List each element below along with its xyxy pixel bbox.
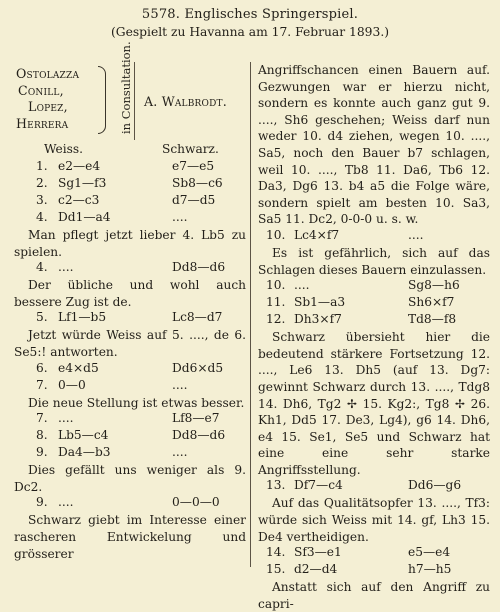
- move-number: 8.: [36, 428, 48, 443]
- game-subtitle: (Gespielt zu Havanna am 17. Februar 1893.): [110, 25, 390, 39]
- white-move: ....: [58, 260, 74, 275]
- curly-brace: [98, 66, 106, 134]
- move-row: [258, 478, 490, 495]
- white-player-name: Conill,: [18, 82, 64, 98]
- black-move: Dd6—g6: [408, 478, 462, 493]
- move-row: [258, 312, 490, 329]
- white-move: Sf3—e1: [294, 545, 342, 560]
- move-row: [14, 411, 246, 428]
- black-move: Sg8—h6: [408, 278, 460, 293]
- white-move: ....: [294, 278, 310, 293]
- move-row: [258, 562, 490, 579]
- white-move: Lf1—b5: [58, 310, 107, 325]
- commentary: Man pflegt jetzt lieber 4. Lb5 zu spielen.: [14, 228, 246, 259]
- black-move: Lc8—d7: [172, 310, 223, 325]
- move-row: [14, 445, 246, 462]
- move-number: 9.: [36, 445, 48, 460]
- move-number: 15.: [266, 562, 286, 577]
- move-number: 6.: [36, 360, 48, 375]
- commentary: Anstatt sich auf den Angriff zu capri-: [258, 580, 490, 611]
- commentary: Angriffschancen einen Bauern auf. Gezwungen war er hierzu nicht, sondern es konnte auch ganz gut 9. ...., Sh6 geschehen; Weiss darf nun weder 10. d4 ziehen, wegen 10. ...., Sa5, noch den Bauer b7 schlagen, weil 10. ...., Tb8 11. Da6, Tb6 12. Da3, Dg6 13. b4 a5 die Folge wäre, sondern spielt am besten 10. Sa3, Sa5 11. Dc2, 0-0-0 u. s. w.: [258, 63, 490, 227]
- white-move: Lc4×f7: [294, 227, 340, 242]
- move-number: 11.: [266, 295, 286, 310]
- black-move: ....: [172, 377, 188, 392]
- black-move: Td8—f8: [408, 312, 457, 327]
- black-heading: Schwarz.: [162, 142, 219, 156]
- white-move: Dh3×f7: [294, 312, 342, 327]
- white-move: Da4—b3: [58, 445, 111, 460]
- move-row: [14, 176, 246, 193]
- black-move: Sb8—c6: [172, 176, 223, 190]
- move-number: 14.: [266, 545, 286, 560]
- move-row: [14, 193, 246, 210]
- white-player-name: Lopez,: [28, 99, 68, 114]
- move-row: [14, 378, 246, 395]
- black-move: h7—h5: [408, 562, 452, 577]
- black-move: ....: [408, 227, 424, 242]
- move-number: 4.: [36, 210, 48, 224]
- white-move: ....: [58, 411, 74, 426]
- move-number: 5.: [36, 310, 48, 325]
- column-divider: [250, 62, 251, 567]
- move-row: [258, 228, 490, 245]
- commentary: Schwarz übersieht hier die bedeutend stärkere Fortsetzung 12. ...., Le6 13. Dh5 (auf 13. Dg7: gewinnt Schwarz durch 13. ...., Tdg8 14. Dh6, Tg2 ✢ 15. Kg2:, Tg8 ✢ 26. Kh1, Dd5 17. De3, Lg4), g6 14. Dh6, e4 15. Se1, Se5 und Schwarz hat eine eine sehr starke Angriffsstellung.: [258, 330, 490, 477]
- commentary: Schwarz giebt im Interesse einer rascheren Entwickelung und grösserer: [14, 513, 246, 561]
- white-move: Dd1—a4: [58, 210, 111, 224]
- white-move: Sg1—f3: [58, 176, 107, 190]
- move-number: 3.: [36, 193, 48, 207]
- white-move: Lb5—c4: [58, 428, 109, 443]
- commentary: Dies gefällt uns weniger als 9. Dc2.: [14, 463, 246, 494]
- move-row: [14, 361, 246, 378]
- right-column: [258, 62, 490, 612]
- white-player-name: Herrera: [16, 115, 69, 131]
- black-move: Dd8—d6: [172, 260, 226, 275]
- commentary: Jetzt würde Weiss auf 5. ...., de 6. Se5:! antworten.: [14, 328, 246, 359]
- black-move: Dd6×d5: [172, 360, 224, 375]
- move-row: [258, 545, 490, 562]
- white-move: e4×d5: [58, 360, 99, 375]
- move-number: 10.: [266, 278, 286, 293]
- commentary: Es ist gefährlich, sich auf das Schlagen dieses Bauern einzulassen.: [258, 245, 490, 277]
- left-column: [14, 41, 246, 562]
- white-move: ....: [58, 495, 74, 510]
- game-title: 5578. Englisches Springerspiel.: [141, 7, 359, 22]
- move-number: 7.: [36, 411, 48, 426]
- commentary: Auf das Qualitätsopfer 13. ...., Tf3: würde sich Weiss mit 14. gf, Lh3 15. De4 vertheidigen.: [258, 496, 490, 544]
- move-row: [14, 210, 246, 227]
- page-header: [0, 7, 500, 39]
- column-headings: [14, 142, 246, 159]
- black-move: ....: [172, 210, 188, 224]
- move-number: 7.: [36, 377, 48, 392]
- move-number: 10.: [266, 227, 286, 242]
- white-players: [16, 66, 79, 132]
- move-number: 9.: [36, 495, 48, 510]
- move-number: 4.: [36, 260, 48, 275]
- move-row: [14, 428, 246, 445]
- left-body: [14, 159, 246, 562]
- black-move: d7—d5: [172, 193, 216, 207]
- white-move: 0—0: [58, 377, 86, 392]
- white-player-name: Ostolazza: [16, 66, 80, 81]
- white-heading: Weiss.: [44, 142, 84, 156]
- move-number: 12.: [266, 312, 286, 327]
- move-row: [258, 295, 490, 312]
- move-row: [14, 495, 246, 512]
- white-move: e2—e4: [58, 159, 101, 173]
- commentary: Der übliche und wohl auch bessere Zug ist de.: [14, 278, 246, 309]
- black-move: ....: [172, 445, 188, 460]
- players-divider: [134, 62, 135, 140]
- white-move: c2—c3: [58, 193, 100, 207]
- black-move: Dd8—d6: [172, 428, 226, 443]
- black-player-name: A. Walbrodt.: [144, 94, 227, 109]
- players-block: [14, 41, 246, 142]
- move-row: [258, 278, 490, 295]
- consultation-label: in Consultation.: [119, 41, 133, 134]
- move-number: 2.: [36, 176, 48, 190]
- black-move: e5—e4: [408, 545, 451, 560]
- white-move: Df7—c4: [294, 478, 343, 493]
- white-move: d2—d4: [294, 562, 338, 577]
- white-move: Sb1—a3: [294, 295, 346, 310]
- black-move: Lf8—e7: [172, 411, 220, 426]
- move-row: [14, 260, 246, 277]
- black-move: 0—0—0: [172, 495, 220, 510]
- move-row: [14, 310, 246, 327]
- right-body: [258, 62, 490, 612]
- black-move: Sh6×f7: [408, 295, 455, 310]
- move-number: 1.: [36, 159, 48, 173]
- commentary: Die neue Stellung ist etwas besser.: [28, 395, 245, 410]
- move-number: 13.: [266, 478, 286, 493]
- move-row: [14, 159, 246, 176]
- black-move: e7—e5: [172, 159, 215, 173]
